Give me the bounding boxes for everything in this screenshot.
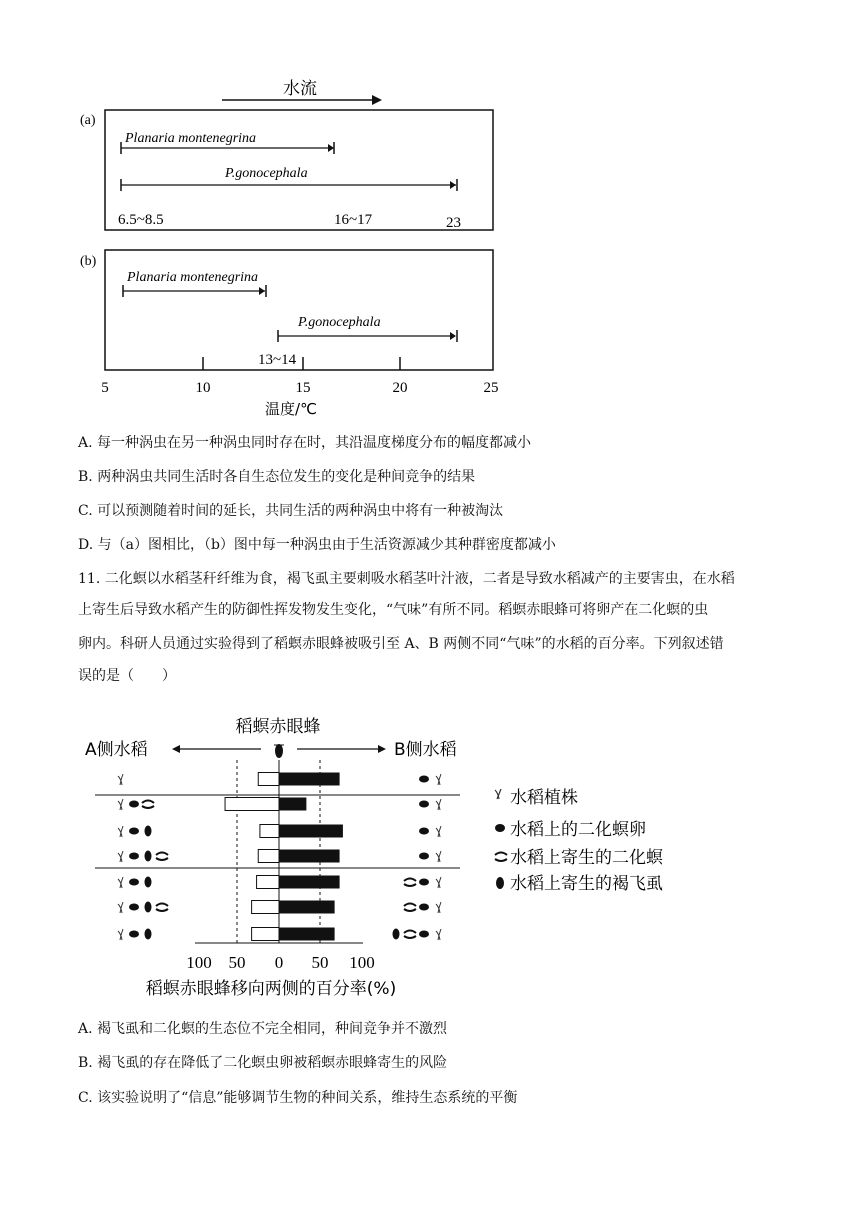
panel-a-tag: (a) (80, 113, 96, 128)
panel-a-label-end: 23 (446, 215, 461, 231)
axis-tick-5: 5 (101, 380, 109, 396)
bar-a-side-row-3 (260, 825, 279, 838)
rice-plant-icon (436, 799, 441, 810)
rice-plant-icon (118, 877, 123, 888)
wasp-icon (274, 744, 284, 758)
q11-stem-line-3: 卵内。科研人员通过实验得到了稻螟赤眼蜂被吸引至 A、B 两侧不同“气味”的水稻的百分率。下列叙述错 (78, 636, 724, 652)
panel-b-species2: P.gonocephala (298, 315, 381, 330)
legend-item-planthopper (496, 873, 663, 894)
rice-plant-icon (436, 877, 441, 888)
rice-plant-icon (118, 929, 123, 940)
panel-a-label-start: 6.5~8.5 (118, 212, 164, 228)
q10-option-a: A. 每一种涡虫在另一种涡虫同时存在时，其沿温度梯度分布的幅度都减小 (78, 435, 532, 451)
fig2-axis-tick-50-left: 50 (228, 953, 246, 972)
bar-b-side-row-5 (279, 876, 340, 889)
bar-b-side-row-6 (279, 901, 335, 914)
legend-label-borer-egg: 水稻上的二化螟卵 (510, 820, 646, 840)
borer-icon (404, 904, 416, 912)
planthopper-icon (145, 877, 152, 888)
fig2-right-label: B侧水稻 (394, 740, 457, 760)
borer-egg-icon (419, 931, 429, 938)
bar-a-side-row-6 (252, 901, 279, 914)
borer-icon (404, 879, 416, 887)
legend-item-borer (495, 847, 664, 868)
panel-b-species1: Planaria montenegrina (127, 270, 259, 285)
borer-egg-icon (419, 853, 429, 860)
q11-option-c: C. 该实验说明了“信息”能够调节生物的种间关系，维持生态系统的平衡 (78, 1090, 518, 1106)
rice-plant-icon (436, 902, 441, 913)
planthopper-icon (145, 851, 152, 862)
rice-plant-icon (436, 929, 441, 940)
q11-stem-line-2: 上寄生后导致水稻产生的防御性挥发物发生变化，“气味”有所不同。稻螟赤眼蜂可将卵产在二化螟的虫 (78, 602, 709, 618)
bar-b-side-row-3 (279, 825, 343, 838)
borer-icon (404, 931, 416, 939)
bar-a-side-row-5 (257, 876, 279, 889)
borer-egg-icon (419, 879, 429, 886)
borer-egg-icon (419, 904, 429, 911)
panel-b-tag: (b) (80, 254, 97, 269)
panel-a-species1: Planaria montenegrina (125, 131, 257, 146)
bar-b-side-row-2 (279, 798, 306, 811)
q10-option-c: C. 可以预测随着时间的延长，共同生活的两种涡虫中将有一种被淘汰 (78, 503, 504, 519)
legend (495, 788, 664, 894)
axis-label-temperature: 温度/℃ (265, 400, 317, 418)
borer-egg-icon (129, 853, 139, 860)
bar-b-side-row-4 (279, 850, 340, 863)
q10-option-d: D. 与（a）图相比，（b）图中每一种涡虫由于生活资源减少其种群密度都减小 (78, 537, 556, 553)
q10-option-b: B. 两种涡虫共同生活时各自生态位发生的变化是种间竞争的结果 (78, 469, 476, 485)
bar-a-side-row-4 (258, 850, 279, 863)
borer-egg-icon (419, 828, 429, 835)
figure-wasp-choice-chart (75, 705, 695, 1005)
bar-b-side-row-1 (279, 773, 340, 786)
rice-plant-icon (118, 826, 123, 837)
borer-egg-icon (129, 879, 139, 886)
figure-temperature-distribution (70, 70, 520, 420)
legend-item-borer-egg (495, 820, 646, 840)
bar-a-side-row-2 (225, 798, 279, 811)
borer-icon (156, 904, 168, 912)
q11-stem-line-4: 误的是（ ） (78, 668, 176, 684)
bar-a-side-row-7 (252, 928, 279, 941)
panel-b-label-overlap: 13~14 (258, 352, 297, 368)
legend-label-planthopper: 水稻上寄生的褐飞虱 (510, 874, 663, 894)
axis-tick-25: 25 (483, 380, 499, 396)
panel-b-box (105, 250, 493, 370)
borer-icon (156, 853, 168, 861)
fig2-axis-tick-100-left: 100 (186, 953, 212, 972)
rice-plant-icon (436, 851, 441, 862)
planthopper-icon (393, 929, 400, 940)
borer-egg-icon (419, 801, 429, 808)
axis-tick-15: 15 (295, 380, 311, 396)
fig2-axis-tick-0: 0 (274, 953, 284, 972)
rice-plant-icon (118, 851, 123, 862)
q11-option-b: B. 褐飞虱的存在降低了二化螟虫卵被稻螟赤眼蜂寄生的风险 (78, 1055, 448, 1071)
rice-plant-icon (118, 774, 123, 785)
planthopper-icon (145, 902, 152, 913)
planthopper-icon (145, 929, 152, 940)
borer-egg-icon (129, 904, 139, 911)
legend-label-borer: 水稻上寄生的二化螟 (510, 848, 663, 868)
rice-plant-icon (436, 774, 441, 785)
q11-stem-line-1: 11. 二化螟以水稻茎秆纤维为食，褐飞虱主要刺吸水稻茎叶汁液，二者是导致水稻减产的主要害虫，在水稻 (78, 571, 735, 587)
axis-tick-20: 20 (392, 380, 408, 396)
borer-icon (142, 801, 154, 809)
legend-label-rice-plant: 水稻植株 (510, 788, 578, 808)
borer-egg-icon (419, 776, 429, 783)
fig2-left-label: A侧水稻 (85, 740, 148, 760)
borer-egg-icon (129, 801, 139, 808)
panel-a-label-mid: 16~17 (334, 212, 373, 228)
borer-egg-icon (129, 931, 139, 938)
rice-plant-icon (436, 826, 441, 837)
fig2-axis-tick-100-right: 100 (349, 953, 375, 972)
planthopper-icon (145, 826, 152, 837)
flow-label: 水流 (283, 79, 317, 99)
legend-item-rice-plant (495, 788, 578, 808)
fig2-axis-label: 稻螟赤眼蜂移向两侧的百分率(%) (145, 979, 397, 999)
bar-a-side-row-1 (258, 773, 279, 786)
rice-plant-icon (118, 799, 123, 810)
rice-plant-icon (118, 902, 123, 913)
q11-option-a: A. 褐飞虱和二化螟的生态位不完全相同，种间竞争并不激烈 (78, 1021, 448, 1037)
bar-b-side-row-7 (279, 928, 335, 941)
fig2-title: 稻螟赤眼蜂 (235, 717, 321, 737)
borer-egg-icon (129, 828, 139, 835)
panel-a-species2: P.gonocephala (225, 166, 308, 181)
axis-tick-10: 10 (195, 380, 211, 396)
fig2-axis-tick-50-right: 50 (311, 953, 329, 972)
